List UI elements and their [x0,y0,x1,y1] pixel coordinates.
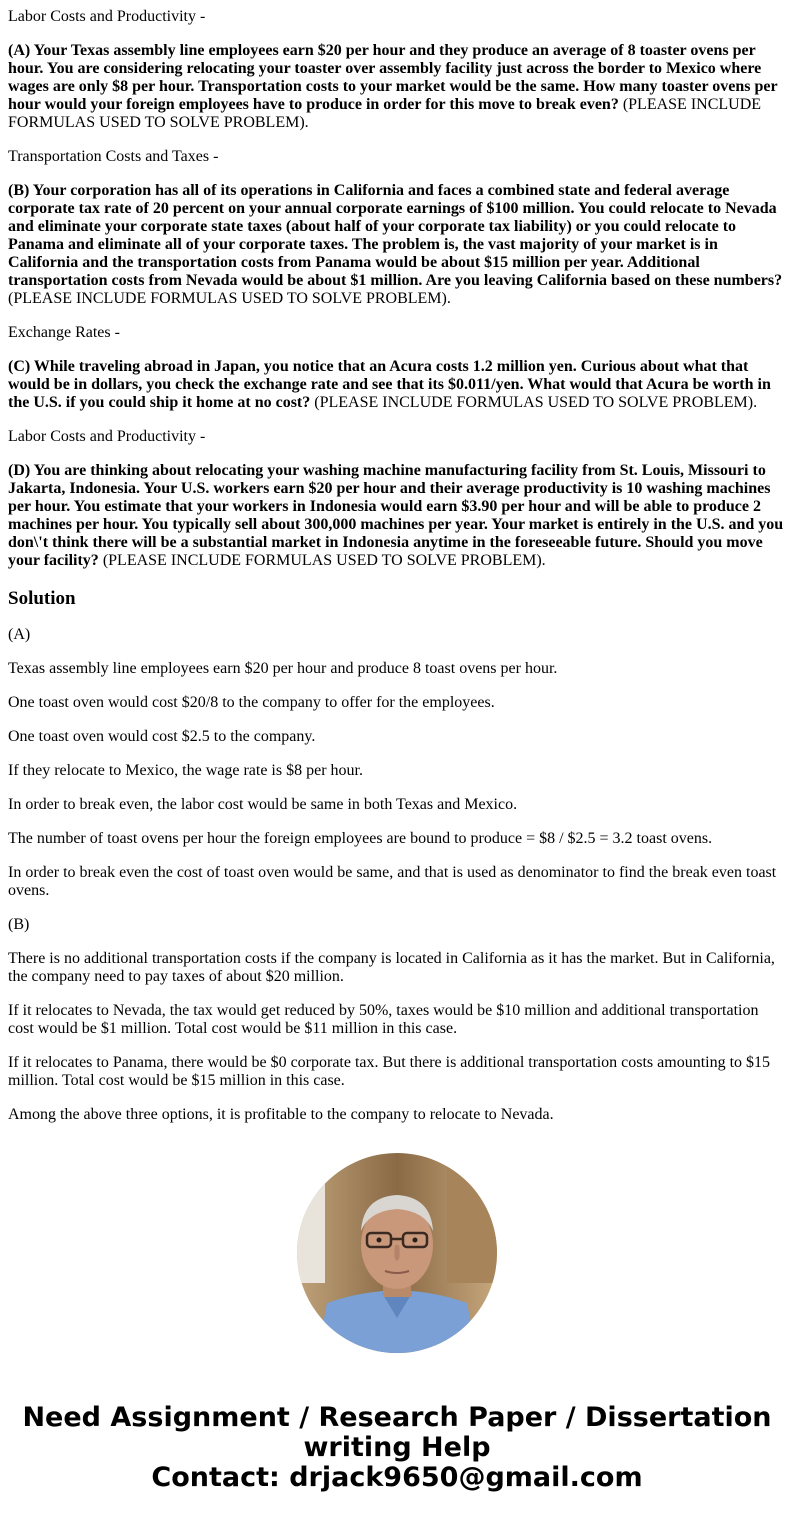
solution-paragraph: One toast oven would cost $2.5 to the company. [8,728,316,745]
question-b [8,182,784,308]
question-c-note: (PLEASE INCLUDE FORMULAS USED TO SOLVE PROBLEM). [310,394,758,411]
contact-banner [0,1403,794,1493]
solution-paragraph: If it relocates to Nevada, the tax would get reduced by 50%, taxes would be $10 million and additional transportation cost would be $1 million. Total cost would be $11 million in this case. [8,1002,759,1037]
solution-paragraph: Among the above three options, it is profitable to the company to relocate to Nevada. [8,1106,554,1123]
question-c-heading: Exchange Rates - [8,324,120,341]
solution-paragraph: (B) [8,916,30,933]
solution-paragraph: There is no additional transportation costs if the company is located in California as it has the market. But in California, the company need to pay taxes of about $20 million. [8,950,775,985]
author-avatar [297,1153,497,1353]
question-a-text: (A) Your Texas assembly line employees earn $20 per hour and they produce an average of 8 toaster ovens per hour. You are considering relocating your toaster over assembly facility just across the border to Mexico where wages are only $8 per hour. Transportation costs to your market would be the same. How many toaster ovens per hour would your foreign employees have to produce in order for this move to break even? [8,42,778,113]
cta-line-1: Need Assignment / Research Paper / Dissertation [22,1402,772,1433]
cta-contact-email: Contact: drjack9650@gmail.com [151,1462,643,1493]
document-body [8,0,784,1123]
author-photo [297,1153,497,1353]
question-a-note: (PLEASE INCLUDE FORMULAS USED TO SOLVE PROBLEM). [8,96,762,131]
solution-paragraph: If it relocates to Panama, there would be $0 corporate tax. But there is additional transportation costs amounting to $15 million. Total cost would be $15 million in this case. [8,1054,771,1089]
solution-paragraph: In order to break even, the labor cost would be same in both Texas and Mexico. [8,796,518,813]
solution-paragraph: Texas assembly line employees earn $20 per hour and produce 8 toast ovens per hour. [8,660,558,677]
solution-paragraph: (A) [8,626,31,643]
question-d [8,462,784,570]
solution-paragraph: The number of toast ovens per hour the foreign employees are bound to produce = $8 / $2.5 = 3.2 toast ovens. [8,830,713,847]
question-b-text: (B) Your corporation has all of its operations in California and faces a combined state and federal average corporate tax rate of 20 percent on your annual corporate earnings of $100 million. You could relocate to Nevada and eliminate your corporate state taxes (about half of your corporate tax liability) or you could relocate to Panama and eliminate all of your corporate taxes. The problem is, the vast majority of your market is in California and the transportation costs from Panama would be about $15 million per year. Additional transportation costs from Nevada would be about $1 million. Are you leaving California based on these numbers? [8,182,783,289]
question-d-text: (D) You are thinking about relocating your washing machine manufacturing facility from St. Louis, Missouri to Jakarta, Indonesia. Your U.S. workers earn $20 per hour and their average productivity is 10 washing machines per hour. You estimate that your workers in Indonesia would earn $3.90 per hour and will be able to produce 2 machines per hour. You typically sell about 300,000 machines per year. Your market is entirely in the U.S. and you don\'t think there will be a substantial market in Indonesia anytime in the foreseeable future. Should you move your facility? [8,462,784,569]
question-d-heading: Labor Costs and Productivity - [8,428,206,445]
promo-section [0,1123,794,1523]
solution-paragraph: One toast oven would cost $20/8 to the company to offer for the employees. [8,694,495,711]
question-b-heading: Transportation Costs and Taxes - [8,148,219,165]
question-d-note: (PLEASE INCLUDE FORMULAS USED TO SOLVE PROBLEM). [98,552,546,569]
cta-line-2: writing Help [303,1432,491,1463]
question-a-heading: Labor Costs and Productivity - [8,8,206,25]
solution-paragraph: In order to break even the cost of toast oven would be same, and that is used as denominator to find the break even toast ovens. [8,864,777,899]
solution-title: Solution [8,588,76,609]
question-c [8,358,784,412]
question-b-note: (PLEASE INCLUDE FORMULAS USED TO SOLVE PROBLEM). [8,290,451,307]
question-a [8,42,784,132]
solution-paragraph: If they relocate to Mexico, the wage rate is $8 per hour. [8,762,363,779]
question-c-text: (C) While traveling abroad in Japan, you notice that an Acura costs 1.2 million yen. Curious about what that would be in dollars, you check the exchange rate and see that its $0.011/yen. What would that Acura be worth in the U.S. if you could ship it home at no cost? [8,358,771,411]
